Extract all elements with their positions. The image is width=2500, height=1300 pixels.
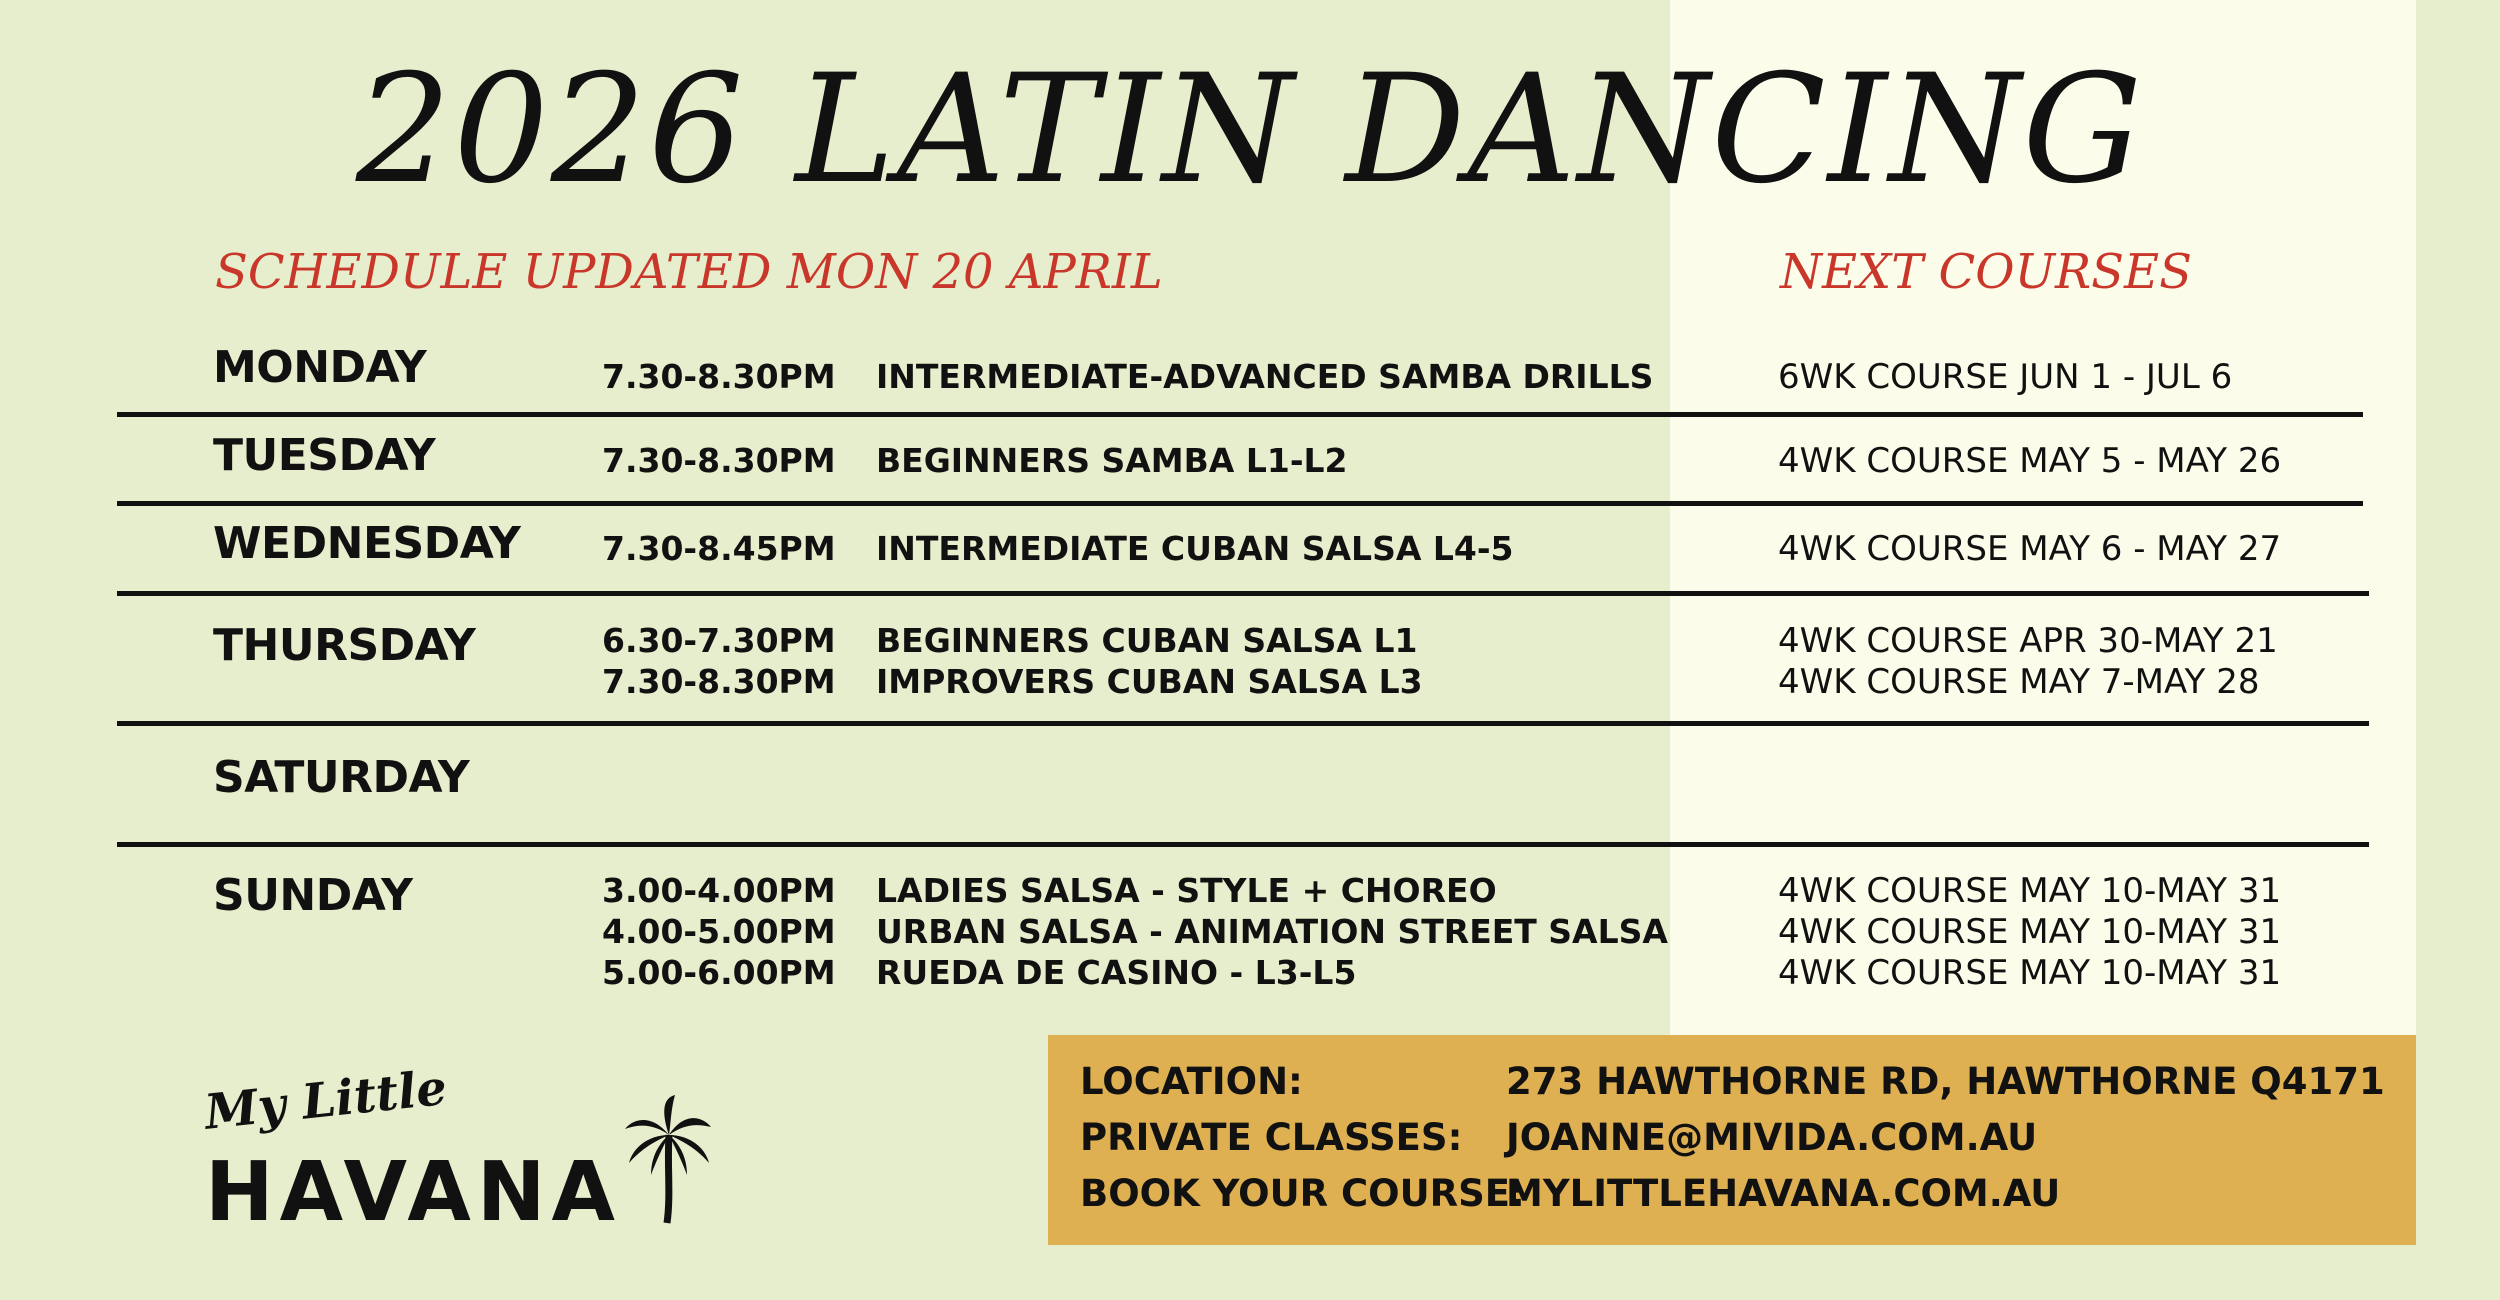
course-dates: 4WK COURSE MAY 6 - MAY 27	[1778, 529, 2282, 569]
class-time: 7.30-8.30PM	[602, 357, 836, 396]
logo-line-1: My Little	[202, 1059, 450, 1141]
day-label: MONDAY	[213, 342, 427, 393]
row-divider	[117, 842, 2369, 847]
class-time: 5.00-6.00PM	[602, 953, 836, 992]
course-dates: 4WK COURSE MAY 5 - MAY 26	[1778, 441, 2282, 481]
day-label: THURSDAY	[213, 620, 476, 671]
course-dates: 4WK COURSE MAY 10-MAY 31	[1778, 912, 2282, 952]
day-label: WEDNESDAY	[213, 518, 521, 569]
course-dates: 4WK COURSE APR 30-MAY 21	[1778, 621, 2278, 661]
row-divider	[117, 501, 2363, 506]
page-title: 2026 LATIN DANCING	[355, 43, 2145, 217]
palm-tree-icon	[623, 1095, 713, 1225]
info-box	[1048, 1035, 2416, 1245]
class-name: IMPROVERS CUBAN SALSA L3	[876, 662, 1423, 701]
location-value: 273 HAWTHORNE RD, HAWTHORNE Q4171	[1506, 1060, 2385, 1103]
class-name: BEGINNERS SAMBA L1-L2	[876, 441, 1348, 480]
private-classes-label: PRIVATE CLASSES:	[1080, 1116, 1463, 1159]
row-divider	[117, 412, 2363, 417]
class-name: BEGINNERS CUBAN SALSA L1	[876, 621, 1418, 660]
schedule-updated-subtitle: SCHEDULE UPDATED MON 20 APRIL	[215, 244, 1163, 300]
course-dates: 4WK COURSE MAY 10-MAY 31	[1778, 953, 2282, 993]
course-dates: 6WK COURSE JUN 1 - JUL 6	[1778, 357, 2233, 397]
logo-line-2: HAVANA	[205, 1145, 621, 1240]
class-time: 7.30-8.45PM	[602, 529, 836, 568]
booking-website-link[interactable]: MYLITTLEHAVANA.COM.AU	[1506, 1172, 2061, 1215]
row-divider	[117, 721, 2369, 726]
course-dates: 4WK COURSE MAY 10-MAY 31	[1778, 871, 2282, 911]
course-dates: 4WK COURSE MAY 7-MAY 28	[1778, 662, 2260, 702]
class-name: URBAN SALSA - ANIMATION STREET SALSA	[876, 912, 1668, 951]
class-name: RUEDA DE CASINO - L3-L5	[876, 953, 1357, 992]
day-label: TUESDAY	[213, 430, 436, 481]
location-label: LOCATION:	[1080, 1060, 1303, 1103]
day-label: SUNDAY	[213, 870, 413, 921]
my-little-havana-logo	[202, 1059, 725, 1240]
class-time: 7.30-8.30PM	[602, 662, 836, 701]
book-course-label: BOOK YOUR COURSE:	[1080, 1172, 1525, 1215]
class-time: 6.30-7.30PM	[602, 621, 836, 660]
private-classes-email[interactable]: JOANNE@MIVIDA.COM.AU	[1506, 1116, 2038, 1159]
row-divider	[117, 591, 2369, 596]
day-label: SATURDAY	[213, 752, 470, 803]
class-time: 3.00-4.00PM	[602, 871, 836, 910]
class-time: 4.00-5.00PM	[602, 912, 836, 951]
class-name: LADIES SALSA - STYLE + CHOREO	[876, 871, 1497, 910]
next-courses-heading: NEXT COURSES	[1780, 244, 2192, 300]
class-name: INTERMEDIATE CUBAN SALSA L4-5	[876, 529, 1514, 568]
class-name: INTERMEDIATE-ADVANCED SAMBA DRILLS	[876, 357, 1654, 396]
class-time: 7.30-8.30PM	[602, 441, 836, 480]
